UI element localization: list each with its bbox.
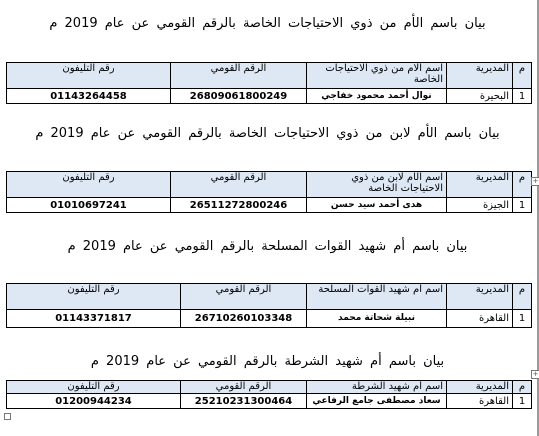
section-title: بيان باسم الأم لابن من ذوي الاحتياجات الخاصة بالرقم القومي عن عام 2019 م (35, 126, 500, 141)
section-title: بيان باسم أم شهيد الشرطة بالرقم القومي عن عام 2019 م (90, 354, 445, 369)
table-1 (6, 62, 532, 104)
cell-directorate: القاهرة (447, 310, 513, 328)
section-title: بيان باسم الأم من ذوي الاحتياجات الخاصة بالرقم القومي عن عام 2019 م (49, 16, 486, 31)
header-directorate: المديرية (447, 284, 513, 310)
header-directorate: المديرية (447, 63, 513, 89)
cell-phone: 01200944234 (7, 394, 181, 409)
table-row (7, 89, 532, 104)
table-resize-handle-icon[interactable] (4, 413, 11, 420)
cell-national-id: 26511272800246 (171, 198, 307, 213)
cell-national-id: 26710260103348 (181, 310, 307, 328)
table-header-row (7, 63, 532, 89)
header-index: م (513, 63, 532, 89)
cell-directorate: البحيرة (447, 89, 513, 104)
header-phone: رقم التليفون (7, 63, 171, 89)
table-2 (6, 171, 532, 213)
header-index: م (513, 284, 532, 310)
cell-directorate: القاهرة (447, 394, 513, 409)
table-header-row (7, 284, 532, 310)
cell-index: 1 (513, 394, 532, 409)
table-header-row (7, 172, 532, 198)
cell-national-id: 26809061800249 (171, 89, 307, 104)
header-phone: رقم التليفون (7, 381, 181, 394)
table-4 (6, 380, 532, 409)
section-title: بيان باسم أم شهيد القوات المسلحة بالرقم القومي عن عام 2019 م (67, 239, 468, 254)
header-name: اسم أم شهيد الشرطة (307, 381, 447, 394)
table-row (7, 310, 532, 328)
cell-directorate: الجيزة (447, 198, 513, 213)
table-row (7, 198, 532, 213)
table-move-handle-icon[interactable]: + (532, 177, 539, 185)
table-move-handle-icon[interactable]: + (532, 370, 539, 378)
cell-index: 1 (513, 89, 532, 104)
header-national-id: الرقم القومي (181, 284, 307, 310)
cell-phone: 01143371817 (7, 310, 181, 328)
header-directorate: المديرية (447, 381, 513, 394)
header-phone: رقم التليفون (7, 284, 181, 310)
cell-name: نبيلة شحاتة محمد (307, 310, 447, 328)
table-3 (6, 283, 532, 328)
header-phone: رقم التليفون (7, 172, 171, 198)
cell-phone: 01143264458 (7, 89, 171, 104)
cell-national-id: 25210231300464 (181, 394, 307, 409)
cell-index: 1 (513, 310, 532, 328)
cell-name: نوال أحمد محمود خفاجي (307, 89, 447, 104)
header-name: اسم الأم لابن من ذوي الاحتياجات الخاصة (307, 172, 447, 198)
table-row (7, 394, 532, 409)
cell-name: سعاد مصطفى جامع الرفاعي (307, 394, 447, 409)
section-3 (0, 237, 535, 257)
header-national-id: الرقم القومي (171, 172, 307, 198)
header-name: اسم الام من ذوي الاحتياجات الخاصة (307, 63, 447, 89)
header-index: م (513, 172, 532, 198)
cell-index: 1 (513, 198, 532, 213)
header-national-id: الرقم القومي (181, 381, 307, 394)
header-index: م (513, 381, 532, 394)
table-header-row (7, 381, 532, 394)
header-national-id: الرقم القومي (171, 63, 307, 89)
section-4 (0, 352, 535, 372)
header-directorate: المديرية (447, 172, 513, 198)
header-name: اسم أم شهيد القوات المسلحة (307, 284, 447, 310)
cell-phone: 01010697241 (7, 198, 171, 213)
section-1 (0, 14, 535, 34)
cell-name: هدى أحمد سيد حسن (307, 198, 447, 213)
section-2 (0, 124, 535, 144)
